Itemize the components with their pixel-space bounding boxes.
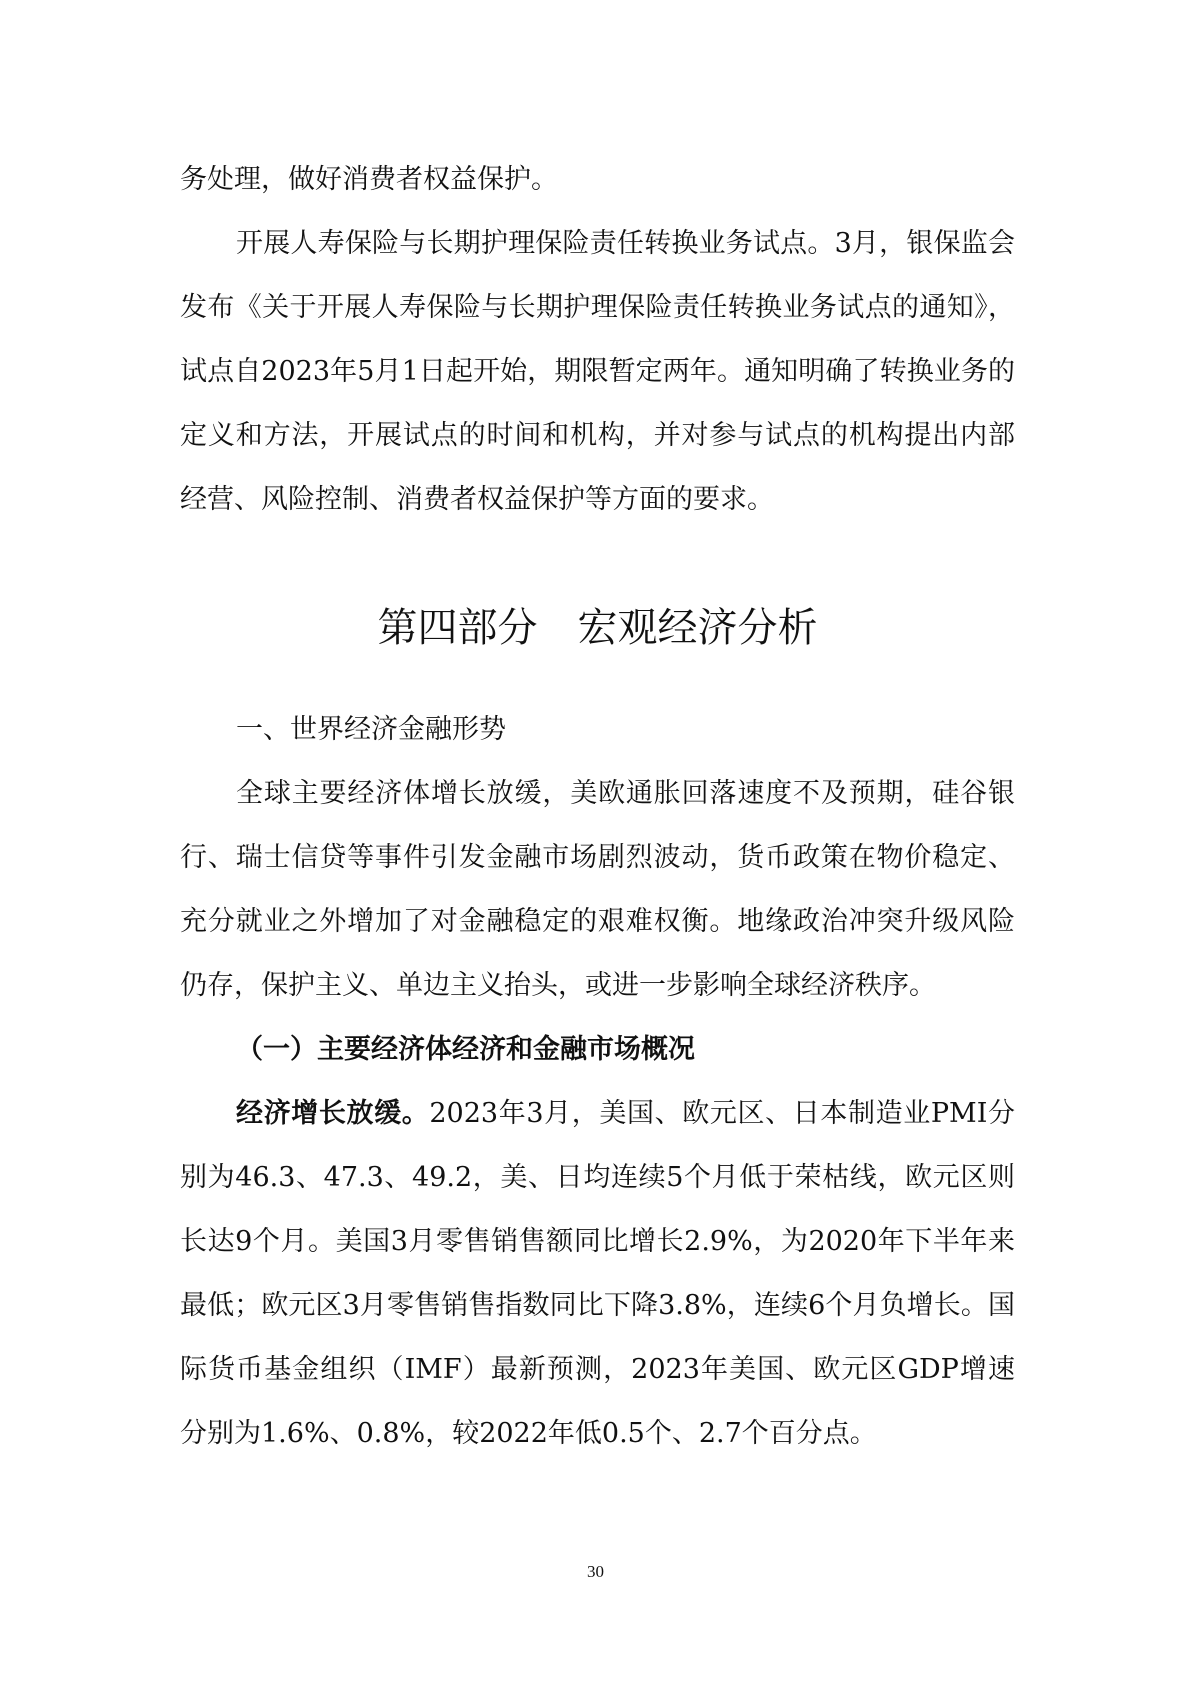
paragraph-body: 2023年3月，美国、欧元区、日本制造业PMI分别为46.3、47.3、49.2，美、日均连续5个月低于荣枯线，欧元区则长达9个月。美国3月零售销售额同比增长2.9%，为2020年下半年来最低；欧元区3月零售销售指数同比下降3.8%，连续6个月负增长。国际货币基金组织（IMF）最新预测，2023年美国、欧元区GDP增速分别为1.6%、0.8%，较2022年低0.5个、2.7个百分点。 — [180, 1098, 1015, 1449]
page-number: 30 — [587, 1562, 604, 1581]
part-name: 宏观经济分析 — [577, 605, 818, 651]
page-content — [180, 148, 1015, 1466]
part-number: 第四部分 — [377, 605, 538, 651]
paragraph-lead-phrase: 经济增长放缓。 — [236, 1098, 430, 1129]
paragraph-continuation: 务处理，做好消费者权益保护。 — [180, 164, 558, 195]
section-heading-world-economy: 一、世界经济金融形势 — [236, 714, 506, 745]
subsection-heading-major-economies: （一）主要经济体经济和金融市场概况 — [236, 1034, 695, 1065]
paragraph-pilot-program: 开展人寿保险与长期护理保险责任转换业务试点。3月，银保监会发布《关于开展人寿保险与长期护理保险责任转换业务试点的通知》，试点自2023年5月1日起开始，期限暂定两年。通知明确了转换业务的定义和方法，开展试点的时间和机构，并对参与试点的机构提出内部经营、风险控制、消费者权益保护等方面的要求。 — [180, 228, 1015, 515]
part-title — [180, 596, 1015, 660]
paragraph-growth-slowdown — [180, 1082, 1015, 1466]
paragraph-world-economy: 全球主要经济体增长放缓，美欧通胀回落速度不及预期，硅谷银行、瑞士信贷等事件引发金融市场剧烈波动，货币政策在物价稳定、充分就业之外增加了对金融稳定的艰难权衡。地缘政治冲突升级风险仍存，保护主义、单边主义抬头，或进一步影响全球经济秩序。 — [180, 778, 1015, 1001]
